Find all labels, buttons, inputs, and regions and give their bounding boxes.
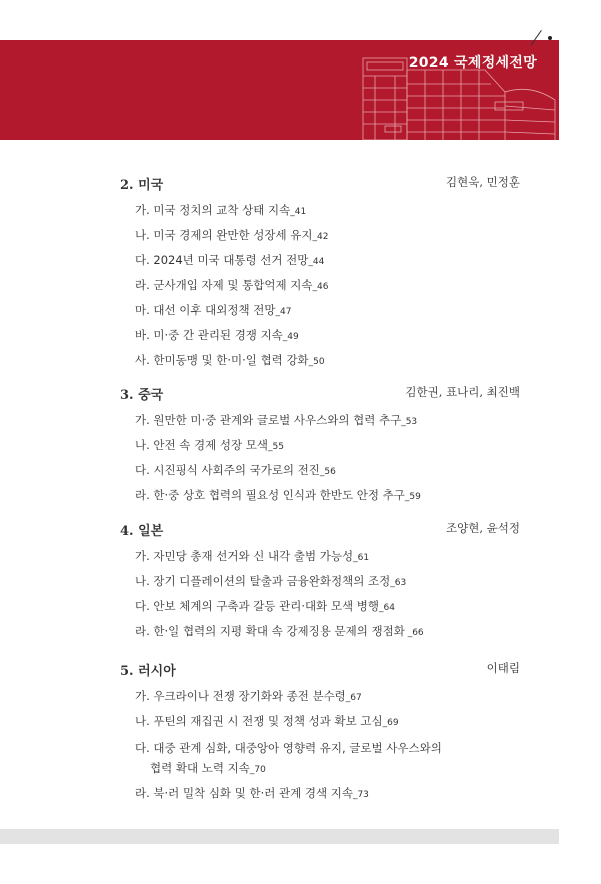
- toc-entry[interactable]: [135, 623, 535, 639]
- toc-page-number: _70: [249, 765, 266, 775]
- toc-entry[interactable]: [135, 785, 535, 801]
- toc-page-number: _61: [353, 553, 370, 563]
- toc-entry-title: 바. 미·중 간 관리된 경쟁 지속: [135, 328, 283, 342]
- toc-entry[interactable]: [135, 548, 535, 564]
- toc-entry[interactable]: [135, 738, 465, 780]
- toc-entry[interactable]: [135, 252, 535, 268]
- toc-page-number: _46: [312, 282, 329, 292]
- toc-page-number: _42: [312, 232, 329, 242]
- toc-page-number: _69: [382, 718, 399, 728]
- section-title: 2. 미국: [120, 178, 164, 193]
- toc-entry-title: 라. 한·중 상호 협력의 필요성 인식과 한반도 안정 추구: [135, 488, 405, 502]
- toc-entry[interactable]: [135, 302, 535, 318]
- toc-page-number: _66: [404, 628, 424, 638]
- toc-entry[interactable]: [135, 462, 535, 478]
- toc-page-number: _59: [404, 492, 421, 502]
- toc-page-number: _73: [352, 790, 369, 800]
- toc-entry-title: 나. 푸틴의 재집권 시 전쟁 및 정책 성과 확보 고심: [135, 714, 383, 728]
- toc-entry-title: 나. 안전 속 경제 성장 모색: [135, 438, 269, 452]
- toc-entry-title: 다. 시진핑식 사회주의 국가로의 전진: [135, 463, 320, 477]
- section-authors: 김한권, 표나리, 최진백: [405, 385, 520, 399]
- footer-bar: [0, 829, 559, 844]
- toc-page-number: _67: [345, 693, 362, 703]
- toc-entry-title: 나. 장기 디플레이션의 탈출과 금융완화정책의 조정: [135, 574, 391, 588]
- section-title: 3. 중국: [120, 388, 164, 403]
- toc-entry-title: 사. 한미동맹 및 한·미·일 협력 강화: [135, 353, 309, 367]
- header-banner: [0, 40, 559, 140]
- toc-page-number: _49: [282, 332, 299, 342]
- toc-entry[interactable]: [135, 227, 535, 243]
- section-heading: [120, 384, 520, 404]
- toc-page-number: _41: [290, 207, 307, 217]
- toc-entry-title: 다. 대중 관계 심화, 대중앙아 영향력 유지, 글로벌 사우스와의: [135, 741, 442, 755]
- toc-entry[interactable]: [135, 327, 535, 343]
- toc-entry-title: 나. 미국 경제의 완만한 성장세 유지: [135, 228, 313, 242]
- section-authors: 이태림: [486, 661, 520, 675]
- toc-entry[interactable]: [135, 277, 535, 293]
- section-authors: 김현욱, 민정훈: [446, 175, 520, 189]
- toc-page-number: _63: [390, 578, 407, 588]
- toc-page-number: _47: [275, 307, 292, 317]
- toc-page-number: _55: [268, 442, 284, 452]
- toc-entry[interactable]: [135, 688, 535, 704]
- section-heading: [120, 520, 520, 540]
- toc-page-number: _53: [401, 417, 418, 427]
- toc-entry-title: 가. 자민당 총재 선거와 신 내각 출범 가능성: [135, 549, 354, 563]
- toc-page-number: _56: [319, 467, 336, 477]
- section-heading: [120, 660, 520, 680]
- toc-entry[interactable]: [135, 598, 535, 614]
- pin-dot: [548, 36, 552, 40]
- toc-page-number: _50: [308, 357, 325, 367]
- toc-entry[interactable]: [135, 713, 535, 729]
- toc-entry[interactable]: [135, 573, 535, 589]
- toc-entry-title: 다. 2024년 미국 대통령 선거 전망: [135, 253, 309, 267]
- toc-entry-title: 가. 미국 정치의 교착 상태 지속: [135, 203, 291, 217]
- toc-entry-title: 마. 대선 이후 대외정책 전망: [135, 303, 276, 317]
- toc-entry[interactable]: [135, 202, 535, 218]
- toc-entry-title-line2: 협력 확대 노력 지속: [150, 761, 250, 775]
- toc-entry-title: 라. 한·일 협력의 지평 확대 속 강제징용 문제의 쟁점화: [135, 624, 405, 638]
- toc-entry[interactable]: [135, 412, 535, 428]
- section-title: 4. 일본: [120, 524, 164, 539]
- toc-entry[interactable]: [135, 352, 535, 368]
- toc-entry-title-continued: [135, 758, 465, 780]
- toc-page-number: _64: [378, 603, 395, 613]
- toc-entry[interactable]: [135, 487, 535, 503]
- toc-entry-title: 가. 우크라이나 전쟁 장기화와 종전 분수령: [135, 689, 346, 703]
- toc-page-number: _44: [308, 257, 325, 267]
- toc-entry[interactable]: [135, 437, 535, 453]
- toc-entry-title: 다. 안보 체계의 구축과 갈등 관리·대화 모색 병행: [135, 599, 379, 613]
- section-heading: [120, 174, 520, 194]
- toc-entry-title: 가. 원만한 미·중 관계와 글로벌 사우스와의 협력 추구: [135, 413, 402, 427]
- toc-entry-title: 라. 북·러 밀착 심화 및 한·러 관계 경색 지속: [135, 786, 353, 800]
- toc-entry-title: 라. 군사개입 자제 및 통합억제 지속: [135, 278, 313, 292]
- section-title: 5. 러시아: [120, 664, 176, 679]
- publication-title: 2024 국제정세전망: [408, 55, 537, 71]
- section-authors: 조양현, 윤석정: [446, 521, 520, 535]
